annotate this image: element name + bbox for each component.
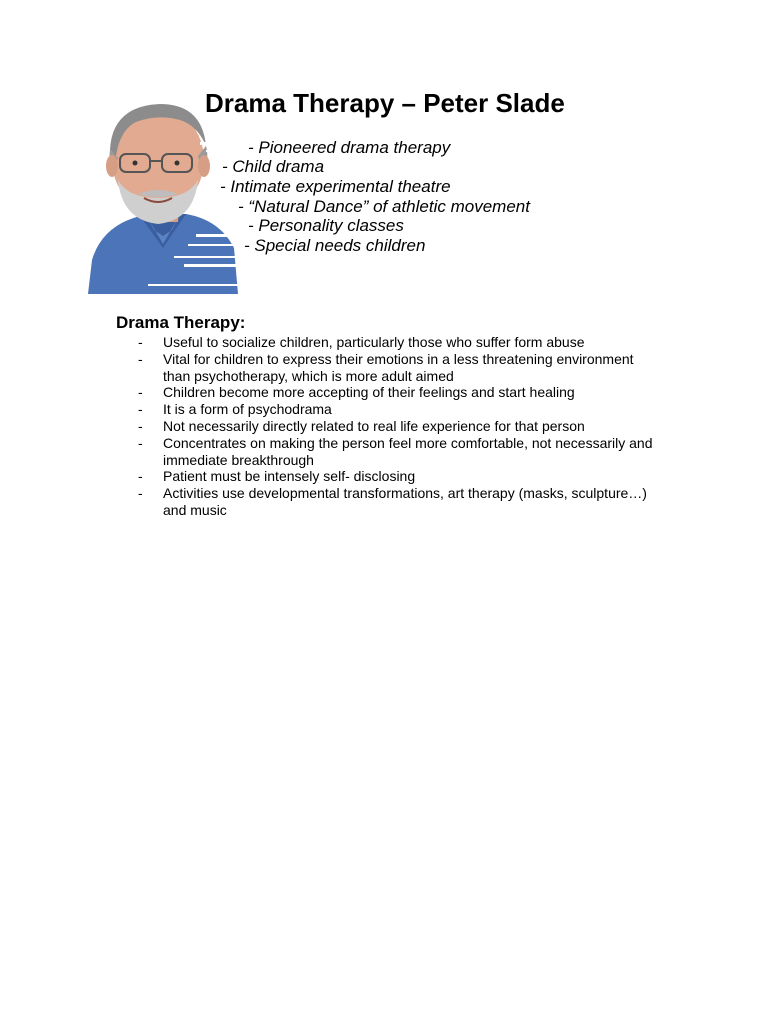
list-item <box>138 435 658 469</box>
section-heading: Drama Therapy: <box>116 313 246 332</box>
intro-point: - Personality classes <box>248 216 404 235</box>
list-item <box>138 334 658 351</box>
list-dash: - <box>138 350 143 367</box>
list-dash: - <box>138 384 143 401</box>
list-item-text: Vital for children to express their emotions in a less threatening environment than psychotherapy, which is more adult aimed <box>163 350 634 384</box>
list-item-text: Children become more accepting of their feelings and start healing <box>163 384 575 401</box>
list-item <box>138 468 658 485</box>
list-item-text: It is a form of psychodrama <box>163 401 332 418</box>
list-dash: - <box>138 434 143 451</box>
list-dash: - <box>138 401 143 418</box>
page-title: Drama Therapy – Peter Slade <box>205 88 565 118</box>
list-dash: - <box>138 334 143 350</box>
list-item <box>138 418 658 435</box>
list-dash: - <box>138 468 143 485</box>
intro-point: - Intimate experimental theatre <box>220 177 451 196</box>
intro-point: - Child drama <box>222 157 325 176</box>
intro-point: - “Natural Dance” of athletic movement <box>238 197 530 216</box>
portrait-photo <box>88 98 238 294</box>
list-item <box>138 384 658 401</box>
list-item-text: Concentrates on making the person feel more comfortable, not necessarily and immediate breakthrough <box>163 434 653 468</box>
list-item <box>138 401 658 418</box>
list-item-text: Useful to socialize children, particularly those who suffer form abuse <box>163 334 585 350</box>
intro-point: - Pioneered drama therapy <box>248 138 451 157</box>
list-item-text: Not necessarily directly related to real life experience for that person <box>163 417 585 434</box>
list-item <box>138 351 658 385</box>
list-item-text: Patient must be intensely self- disclosing <box>163 468 416 485</box>
list-item-text: Activities use developmental transformations, art therapy (masks, sculpture…) and music <box>163 485 647 518</box>
list-dash: - <box>138 485 143 502</box>
list-dash: - <box>138 417 143 434</box>
therapy-list <box>138 334 658 519</box>
list-item <box>138 485 658 519</box>
intro-point: - Special needs children <box>244 236 426 255</box>
